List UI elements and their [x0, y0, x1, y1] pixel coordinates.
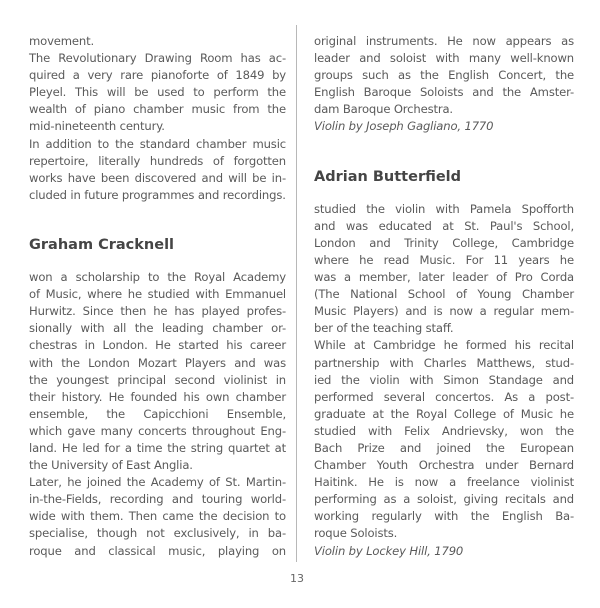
text-line: chestras in London. He started his career: [29, 338, 286, 353]
text-line: performing as a soloist, giving recitals and: [314, 492, 574, 507]
text-line: Music Players) and is now a regular mem-: [314, 304, 574, 319]
text-line: quired a very rare pianoforte of 1849 by: [29, 68, 286, 83]
text-line: partnership with Charles Matthews, stud-: [314, 355, 574, 370]
section-heading-adrian-butterfield: Adrian Butterfield: [314, 168, 462, 185]
text-line: groups such as the English Concert, the: [314, 68, 574, 83]
text-line: the youngest principal second violinist in: [29, 372, 286, 387]
text-line: in-the-Fields, recording and touring world-: [29, 492, 286, 507]
instrument-note: Violin by Lockey Hill, 1790: [314, 543, 464, 558]
text-line: performed several concertos. As a post-: [314, 389, 574, 404]
text-line: ied the violin with Simon Standage and: [314, 372, 574, 387]
text-line: Pleyel. This will be used to perform the: [29, 85, 286, 100]
text-line: London and Trinity College, Cambridge: [314, 235, 574, 250]
text-line: mid-nineteenth century.: [29, 119, 165, 134]
text-line: graduate at the Royal College of Music he: [314, 406, 574, 421]
graham-cracknell-bio: [29, 269, 286, 560]
text-line: Later, he joined the Academy of St. Martin-: [29, 475, 286, 490]
text-line: repertoire, literally hundreds of forgotten: [29, 153, 286, 168]
text-line: (The National School of Young Chamber: [314, 287, 574, 302]
text-line: While at Cambridge he formed his recital: [314, 338, 574, 353]
instrument-note: Violin by Joseph Gagliano, 1770: [314, 119, 494, 134]
text-line: original instruments. He now appears as: [314, 34, 574, 48]
text-line: roque and classical music, playing on: [29, 543, 286, 558]
text-line: of Music, where he studied with Emmanuel: [29, 287, 286, 302]
text-line: working regularly with the English Ba-: [314, 509, 574, 524]
text-line: wealth of piano chamber music from the: [29, 102, 286, 117]
text-line: The Revolutionary Drawing Room has ac-: [29, 51, 286, 66]
text-line: studied the violin with Pamela Spofforth: [314, 201, 574, 216]
section-heading-graham-cracknell: Graham Cracknell: [29, 236, 175, 253]
text-line: won a scholarship to the Royal Academy: [29, 270, 286, 285]
text-line: specialise, though not exclusively, in ba-: [29, 526, 286, 541]
text-line: where he read Music. For 11 years he: [314, 252, 574, 267]
text-line: dam Baroque Orchestra.: [314, 102, 453, 117]
text-line: Chamber Youth Orchestra under Bernard: [314, 458, 574, 473]
text-line: land. He led for a time the string quartet at: [29, 440, 286, 455]
text-line: In addition to the standard chamber music: [29, 136, 286, 151]
text-line: with the London Mozart Players and was: [29, 355, 286, 370]
text-line: Hurwitz. Since then he has played profes-: [29, 304, 286, 319]
text-line: ber of the teaching staff.: [314, 321, 454, 336]
right-column: [314, 33, 574, 560]
text-line: which gave many concerts throughout Eng-: [29, 423, 286, 438]
text-line: English Baroque Soloists and the Amster-: [314, 85, 574, 100]
text-line: and was educated at St. Paul's School,: [314, 218, 574, 233]
column-divider: [296, 25, 297, 562]
text-line: leader and soloist with many well-known: [314, 51, 574, 66]
text-line: was a member, later leader of Pro Corda: [314, 270, 574, 285]
text-line: movement.: [29, 34, 95, 48]
page-number: 13: [290, 572, 304, 585]
text-line: roque Soloists.: [314, 526, 398, 541]
text-line: Haitink. He is now a freelance violinist: [314, 475, 574, 490]
left-column: [29, 33, 286, 560]
text-line: cluded in future programmes and recordings.: [29, 187, 286, 202]
continuation-paragraph: [314, 33, 574, 136]
text-line: ensemble, the Capicchioni Ensemble,: [29, 406, 286, 421]
text-line: studied with Felix Andrievsky, won the: [314, 423, 574, 438]
adrian-butterfield-bio: [314, 201, 574, 560]
text-line: sionally with all the leading chamber or-: [29, 321, 286, 336]
text-line: works have been discovered and will be in-: [29, 170, 286, 185]
intro-paragraph: [29, 33, 286, 204]
text-line: their history. He founded his own chamber: [29, 389, 286, 404]
text-line: wide with them. Then came the decision to: [29, 509, 286, 524]
text-line: Bach Prize and joined the European: [314, 440, 574, 455]
text-line: the University of East Anglia.: [29, 458, 193, 473]
